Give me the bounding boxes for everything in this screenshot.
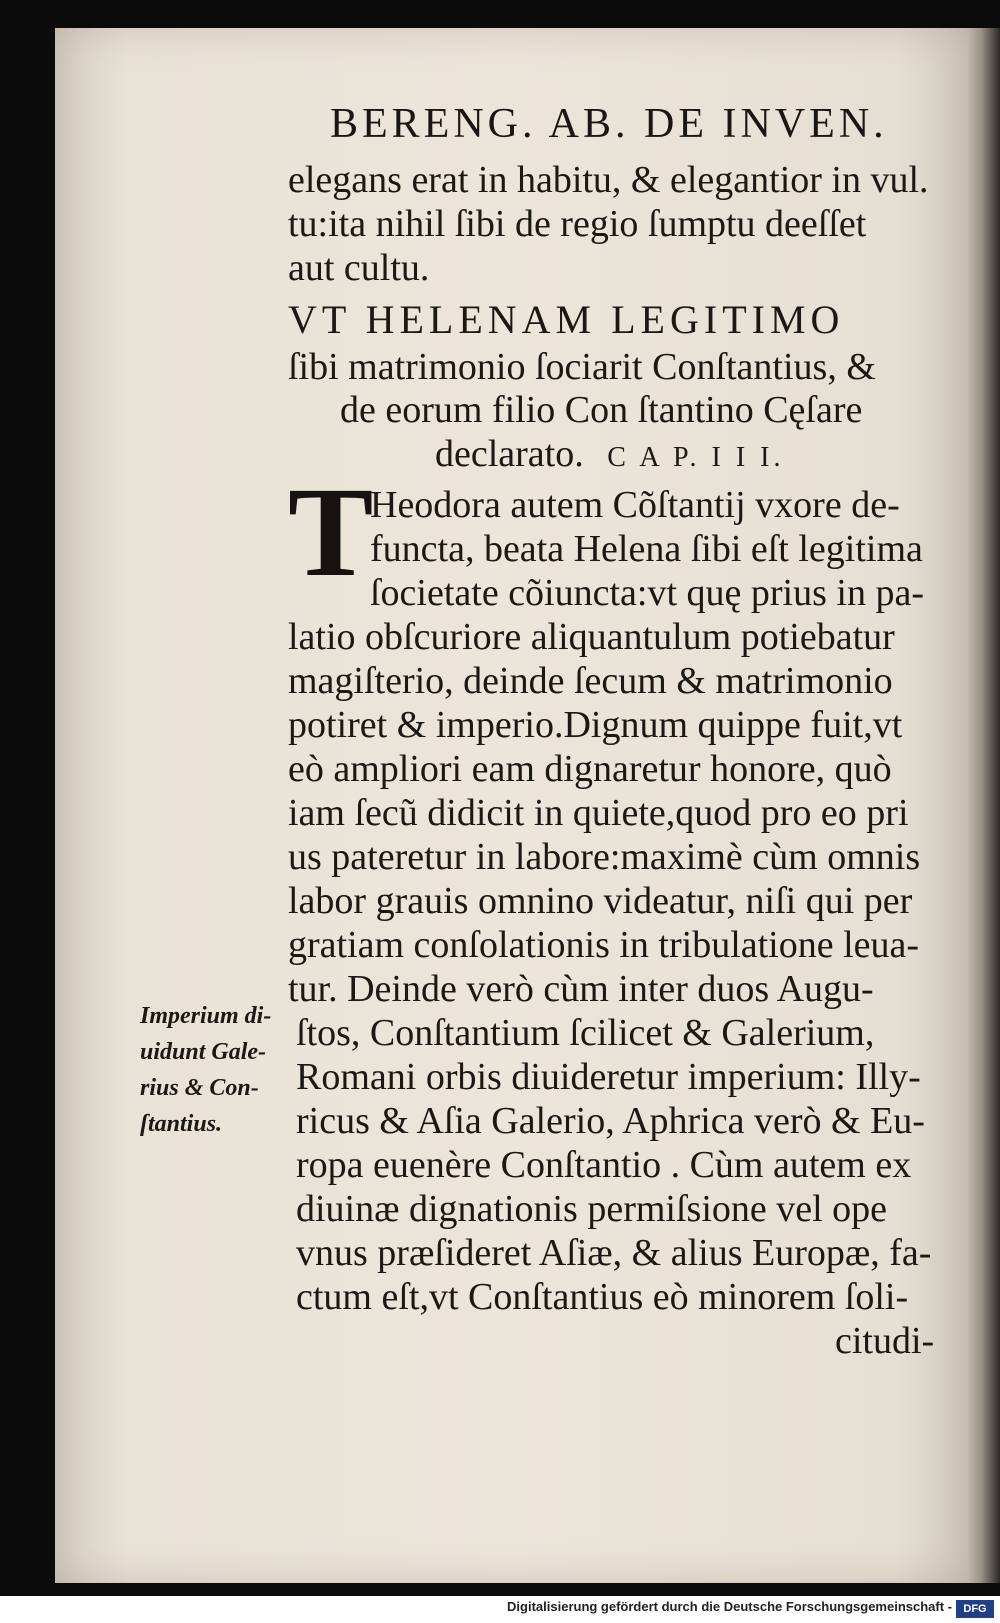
footer-credit: Digitalisierung gefördert durch die Deutsche Forschungsgemeinschaft -: [507, 1599, 952, 1614]
body-line: functa, beata Helena ſibi eſt legitima: [370, 528, 923, 570]
chapter-heading: VT HELENAM LEGITIMO: [288, 297, 845, 342]
drop-cap: T: [288, 461, 374, 603]
body-line: tur. Deinde verò cùm inter duos Augu-: [288, 968, 874, 1010]
page-edge: [968, 28, 1000, 1583]
margin-note-line: rius & Con-: [140, 1075, 259, 1101]
catchword: citudi-: [835, 1320, 935, 1362]
body-line: ropa euenère Conſtantio . Cùm autem ex: [296, 1144, 912, 1186]
digitization-footer: [0, 1596, 1000, 1623]
body-line: ſtos, Conſtantium ſcilicet & Galerium,: [296, 1012, 875, 1054]
opening-line: tu:ita nihil ſibi de regio ſumptu deeſſet: [288, 203, 867, 245]
margin-note-line: uidunt Gale-: [140, 1039, 267, 1065]
opening-line: aut cultu.: [288, 247, 430, 289]
body-line: latio obſcuriore aliquantulum potiebatur: [288, 616, 895, 658]
body-line: ſocietate cõiuncta:vt quę prius in pa-: [370, 572, 924, 614]
body-line: Romani orbis diuideretur imperium: Illy-: [296, 1056, 921, 1098]
body-line: Heodora autem Cõſtantij vxore de-: [370, 484, 900, 526]
body-line: potiret & imperio.Dignum quippe fuit,vt: [288, 704, 903, 746]
body-line: eò ampliori eam dignaretur honore, quò: [288, 748, 892, 790]
body-line: ctum eſt,vt Conſtantius eò minorem ſoli-: [296, 1276, 909, 1318]
margin-note-line: Imperium di-: [140, 1003, 272, 1029]
chapter-subheading: [435, 432, 784, 480]
body-line: gratiam conſolationis in tribulatione leua-: [288, 924, 920, 966]
body-line: ricus & Aſia Galerio, Aphrica verò & Eu-: [296, 1100, 925, 1142]
body-line: diuinæ dignationis permiſsione vel ope: [296, 1188, 888, 1230]
opening-line: elegans erat in habitu, & elegantior in vul.: [288, 159, 929, 201]
running-head: BERENG. AB. DE INVEN.: [330, 101, 888, 147]
body-line: magiſterio, deinde ſecum & matrimonio: [288, 660, 893, 702]
chapter-number: C A P. I I I.: [607, 442, 785, 473]
body-line: labor grauis omnino videatur, niſi qui per: [288, 880, 913, 922]
body-line: vnus præſideret Aſiæ, & alius Europæ, fa-: [296, 1232, 932, 1274]
chapter-subheading: de eorum filio Con ſtantino Cęſare: [340, 389, 863, 431]
chapter-subheading: ſibi matrimonio ſociarit Conſtantius, &: [288, 346, 876, 388]
chapter-subheading-text: declarato.: [435, 433, 584, 475]
margin-note-line: ſtantius.: [140, 1111, 223, 1137]
body-line: iam ſecũ didicit in quiete,quod pro eo pri: [288, 792, 909, 834]
body-line: us pateretur in labore:maximè cùm omnis: [288, 836, 921, 878]
dfg-logo: DFG: [956, 1600, 994, 1618]
